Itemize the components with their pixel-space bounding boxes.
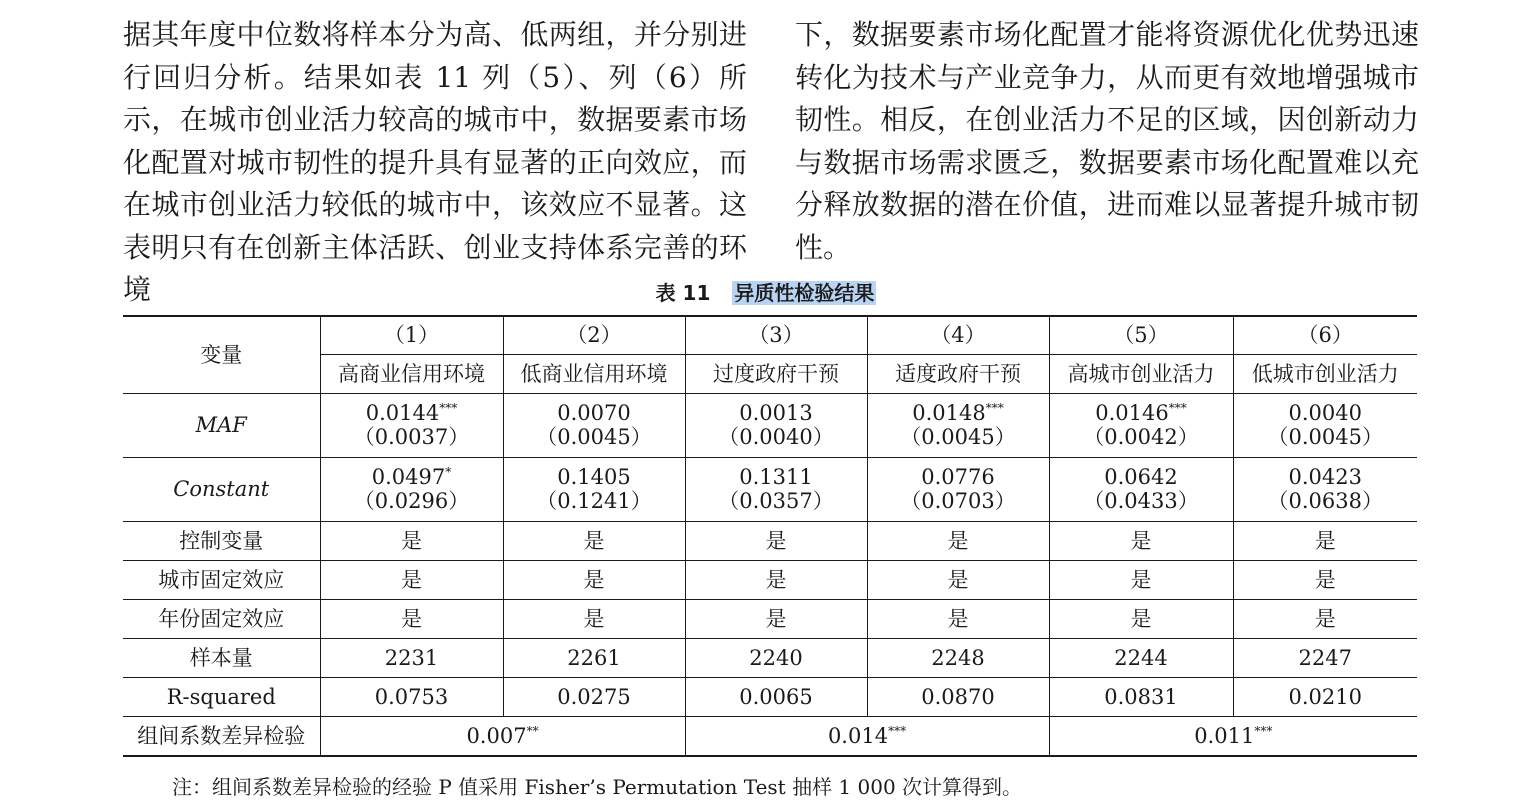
std-error: （0.0040）	[718, 425, 834, 449]
coef-cell	[867, 393, 1049, 457]
row-label: 组间系数差异检验	[123, 716, 320, 756]
coef-cell	[867, 457, 1049, 521]
cell: 是	[685, 599, 867, 638]
cell: 是	[320, 560, 503, 599]
col-name: 低城市创业活力	[1233, 354, 1417, 393]
cell: 是	[320, 599, 503, 638]
table-number: 表 11	[655, 281, 711, 305]
cell: 2244	[1049, 638, 1233, 677]
row-label: 控制变量	[123, 521, 320, 560]
std-error: （0.0045）	[1267, 425, 1383, 449]
stars: ***	[1168, 401, 1187, 415]
diff-cell	[685, 716, 1049, 756]
cell: 2247	[1233, 638, 1417, 677]
table-note: 注：组间系数差异检验的经验 P 值采用 Fisher’s Permutation Test 抽样 1 000 次计算得到。	[172, 775, 1023, 799]
coef-cell	[685, 457, 867, 521]
cell: 0.0275	[503, 677, 685, 716]
row-sample-size	[123, 638, 1417, 677]
col-number: （2）	[503, 316, 685, 354]
cell: 是	[685, 521, 867, 560]
std-error: （0.1241）	[536, 489, 652, 513]
cell: 是	[503, 521, 685, 560]
row-r-squared	[123, 677, 1417, 716]
std-error: （0.0037）	[353, 425, 470, 449]
coef: 0.0776	[921, 465, 995, 489]
std-error: （0.0045）	[900, 425, 1016, 449]
coef: 0.0144	[365, 401, 440, 425]
coef-cell	[320, 457, 503, 521]
cell: 是	[1049, 521, 1233, 560]
cell: 0.0870	[867, 677, 1049, 716]
coef: 0.0070	[557, 401, 631, 425]
cell: 是	[320, 521, 503, 560]
std-error: （0.0638）	[1267, 489, 1383, 513]
row-controls	[123, 521, 1417, 560]
std-error: （0.0045）	[536, 425, 652, 449]
cell: 是	[503, 560, 685, 599]
std-error: （0.0357）	[718, 489, 834, 513]
row-label: 年份固定效应	[123, 599, 320, 638]
coef: 0.0642	[1104, 465, 1178, 489]
cell: 0.0831	[1049, 677, 1233, 716]
cell: 是	[1049, 599, 1233, 638]
cell: 是	[503, 599, 685, 638]
coef-cell	[503, 457, 685, 521]
coef-cell	[1049, 393, 1233, 457]
cell: 是	[1233, 560, 1417, 599]
diff-value: 0.014	[827, 723, 889, 748]
stars: **	[526, 723, 539, 738]
cell: 是	[1049, 560, 1233, 599]
coef-cell	[1233, 457, 1417, 521]
cell: 2248	[867, 638, 1049, 677]
diff-value: 0.011	[1194, 723, 1255, 748]
std-error: （0.0042）	[1083, 425, 1199, 449]
row-label: R-squared	[123, 677, 320, 716]
cell: 0.0065	[685, 677, 867, 716]
std-error: （0.0433）	[1083, 489, 1199, 513]
stars: ***	[888, 723, 907, 738]
coef-cell	[503, 393, 685, 457]
diff-cell	[320, 716, 685, 756]
col-name: 低商业信用环境	[503, 354, 685, 393]
col-number: （5）	[1049, 316, 1233, 354]
col-number: （1）	[320, 316, 503, 354]
cell: 0.0210	[1233, 677, 1417, 716]
stars: ***	[985, 401, 1004, 415]
coef-cell	[1233, 393, 1417, 457]
col-number: （3）	[685, 316, 867, 354]
cell: 是	[867, 599, 1049, 638]
coef: 0.0497	[371, 465, 446, 489]
col-number: （4）	[867, 316, 1049, 354]
results-table	[123, 315, 1417, 757]
row-city-fe	[123, 560, 1417, 599]
coef-cell	[320, 393, 503, 457]
cell: 是	[867, 560, 1049, 599]
var-header: 变量	[123, 316, 320, 393]
col-name: 高商业信用环境	[320, 354, 503, 393]
coef: 0.1311	[739, 465, 813, 489]
cell: 2261	[503, 638, 685, 677]
col-name: 适度政府干预	[867, 354, 1049, 393]
coef-cell	[685, 393, 867, 457]
row-label: MAF	[123, 393, 320, 457]
header-row-numbers	[123, 316, 1417, 354]
cell: 2231	[320, 638, 503, 677]
coef: 0.0148	[912, 401, 986, 425]
body-paragraph-right: 下，数据要素市场化配置才能将资源优化优势迅速转化为技术与产业竞争力，从而更有效地增强城市韧性。相反，在创业活力不足的区域，因创新动力与数据市场需求匮乏，数据要素市场化配置难以充分释放数据的潜在价值，进而难以显著提升城市韧性。	[795, 18, 1419, 264]
cell: 是	[867, 521, 1049, 560]
body-paragraph-left: 据其年度中位数将样本分为高、低两组，并分别进行回归分析。结果如表 11 列（5）、列（6）所示，在城市创业活力较高的城市中，数据要素市场化配置对城市韧性的提升具有显著的正向效应，而在城市创业活力较低的城市中，该效应不显著。这表明只有在创新主体活跃、创业支持体系完善的环境	[123, 18, 747, 306]
std-error: （0.0296）	[353, 489, 470, 513]
table-title[interactable]: 异质性检验结果	[734, 281, 875, 305]
stars: *	[445, 465, 452, 479]
row-label: 样本量	[123, 638, 320, 677]
col-name: 高城市创业活力	[1049, 354, 1233, 393]
stars: ***	[1254, 723, 1273, 738]
coef: 0.0040	[1288, 401, 1362, 425]
cell: 是	[1233, 521, 1417, 560]
cell: 是	[685, 560, 867, 599]
stars: ***	[439, 401, 458, 415]
coef: 0.0423	[1288, 465, 1362, 489]
coef: 0.1405	[557, 465, 631, 489]
coef: 0.0146	[1095, 401, 1169, 425]
diff-cell	[1049, 716, 1417, 756]
std-error: （0.0703）	[900, 489, 1016, 513]
cell: 2240	[685, 638, 867, 677]
coef-cell	[1049, 457, 1233, 521]
row-label: 城市固定效应	[123, 560, 320, 599]
row-constant	[123, 457, 1417, 521]
col-name: 过度政府干预	[685, 354, 867, 393]
col-number: （6）	[1233, 316, 1417, 354]
coef: 0.0013	[739, 401, 813, 425]
row-maf	[123, 393, 1417, 457]
row-diff-test	[123, 716, 1417, 756]
diff-value: 0.007	[466, 723, 527, 748]
row-year-fe	[123, 599, 1417, 638]
table-caption	[0, 279, 1532, 307]
cell: 0.0753	[320, 677, 503, 716]
cell: 是	[1233, 599, 1417, 638]
row-label: Constant	[123, 457, 320, 521]
